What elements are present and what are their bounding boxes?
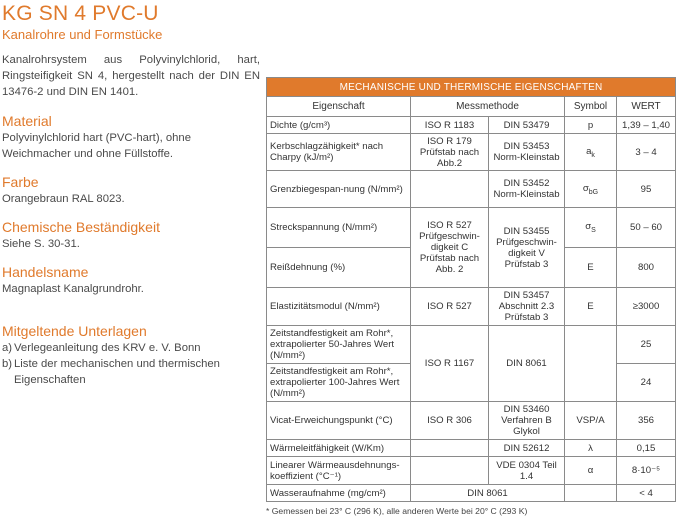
cell-method-din: DIN 52612 [489, 440, 565, 457]
section-heading-unterlagen: Mitgeltende Unterlagen [2, 323, 147, 339]
section-text-chemisch: Siehe S. 30-31. [2, 238, 80, 250]
properties-table-wrapper [266, 77, 675, 516]
cell-method-din: DIN 53460 Verfahren B Glykol [489, 402, 565, 440]
header-property: Eigenschaft [267, 97, 411, 117]
cell-method-iso: ISO R 306 [411, 402, 489, 440]
page-title: KG SN 4 PVC-U [2, 2, 159, 25]
cell-method-iso [411, 457, 489, 485]
left-column [2, 0, 260, 388]
list-text: Liste der mechanischen und thermischen Eigenschaften [14, 358, 220, 386]
table-title: MECHANISCHE UND THERMISCHE EIGENSCHAFTEN [267, 78, 676, 97]
cell-symbol: E [565, 288, 617, 326]
table-row [267, 288, 676, 326]
list-item [2, 356, 260, 388]
cell-value: 800 [617, 248, 676, 288]
cell-symbol: α [565, 457, 617, 485]
symbol-text: σ [582, 182, 589, 194]
cell-symbol [565, 134, 617, 171]
cell-method-iso: ISO R 179 Prüfstab nach Abb.2 [411, 134, 489, 171]
cell-value: 8·10⁻⁵ [617, 457, 676, 485]
cell-symbol [565, 171, 617, 208]
symbol-subscript: S [591, 226, 596, 234]
symbol-subscript: k [591, 151, 595, 159]
section-text-material: Polyvinylchlorid hart (PVC-hart), ohne Weichmacher und ohne Füllstoffe. [2, 132, 191, 160]
cell-value: 0,15 [617, 440, 676, 457]
cell-method-din: VDE 0304 Teil 1.4 [489, 457, 565, 485]
cell-symbol: VSP/A [565, 402, 617, 440]
symbol-text: σ [585, 221, 592, 233]
table-row [267, 457, 676, 485]
header-method: Messmethode [411, 97, 565, 117]
cell-property: Wasseraufnahme (mg/cm²) [267, 485, 411, 502]
section-heading-chemisch: Chemische Beständigkeit [2, 219, 160, 235]
cell-value: 3 – 4 [617, 134, 676, 171]
cell-symbol: λ [565, 440, 617, 457]
intro-text: Kanalrohrsystem aus Polyvinylchlorid, hart, Ringsteifigkeit SN 4, hergestellt nach der DIN EN 13476-2 und DIN EN 1401. [2, 54, 260, 98]
header-value: WERT [617, 97, 676, 117]
cell-symbol [565, 208, 617, 248]
list-item [2, 340, 260, 356]
cell-property: Zeitstandfestigkeit am Rohr*, extrapolierter 100-Jahres Wert (N/mm²) [267, 364, 411, 402]
cell-method-din: DIN 53457 Abschnitt 2.3 Prüfstab 3 [489, 288, 565, 326]
table-footnote: * Gemessen bei 23° C (296 K), alle anderen Werte bei 20° C (293 K) [266, 506, 528, 516]
cell-value: 50 – 60 [617, 208, 676, 248]
table-row [267, 485, 676, 502]
cell-method-din: DIN 53479 [489, 117, 565, 134]
cell-method-din: DIN 53455 Prüfgeschwin-digkeit V Prüfstab 3 [489, 208, 565, 288]
cell-method-iso: ISO R 1183 [411, 117, 489, 134]
cell-method-din: DIN 53452 Norm-Kleinstab [489, 171, 565, 208]
section-text-handelsname: Magnaplast Kanalgrundrohr. [2, 283, 144, 295]
cell-symbol: p [565, 117, 617, 134]
cell-symbol [565, 326, 617, 402]
cell-method-iso [411, 440, 489, 457]
table-row [267, 326, 676, 364]
table-row [267, 171, 676, 208]
section-text-farbe: Orangebraun RAL 8023. [2, 193, 125, 205]
table-row [267, 402, 676, 440]
cell-symbol: E [565, 248, 617, 288]
table-row [267, 440, 676, 457]
cell-value: 1,39 – 1,40 [617, 117, 676, 134]
list-label: a) [2, 342, 13, 354]
symbol-text: a [586, 145, 592, 157]
cell-value: 24 [617, 364, 676, 402]
cell-method-din: DIN 8061 [489, 326, 565, 402]
header-symbol: Symbol [565, 97, 617, 117]
cell-method-iso: ISO R 527 Prüfgeschwin-digkeit C Prüfstab nach Abb. 2 [411, 208, 489, 288]
cell-property: Zeitstandfestigkeit am Rohr*, extrapolierter 50-Jahres Wert (N/mm²) [267, 326, 411, 364]
cell-method-din: DIN 53453 Norm-Kleinstab [489, 134, 565, 171]
cell-property: Wärmeleitfähigkeit (W/Km) [267, 440, 411, 457]
cell-property: Reißdehnung (%) [267, 248, 411, 288]
list-label: b) [2, 358, 13, 370]
section-heading-handelsname: Handelsname [2, 264, 89, 280]
page-subtitle: Kanalrohre und Formstücke [2, 27, 163, 42]
table-row [267, 208, 676, 248]
table-row [267, 134, 676, 171]
section-heading-farbe: Farbe [2, 174, 39, 190]
list-text: Verlegeanleitung des KRV e. V. Bonn [14, 342, 201, 354]
cell-value: 356 [617, 402, 676, 440]
cell-method-iso [411, 171, 489, 208]
properties-table [266, 77, 676, 502]
cell-property: Dichte (g/cm³) [267, 117, 411, 134]
cell-method-iso: ISO R 527 [411, 288, 489, 326]
table-row [267, 117, 676, 134]
section-heading-material: Material [2, 113, 52, 129]
cell-value: < 4 [617, 485, 676, 502]
cell-property: Elastizitätsmodul (N/mm²) [267, 288, 411, 326]
cell-value: ≥3000 [617, 288, 676, 326]
cell-value: 95 [617, 171, 676, 208]
cell-property: Streckspannung (N/mm²) [267, 208, 411, 248]
cell-value: 25 [617, 326, 676, 364]
cell-method-iso: ISO R 1167 [411, 326, 489, 402]
cell-property: Vicat-Erweichungspunkt (°C) [267, 402, 411, 440]
cell-property: Kerbschlagzähigkeit* nach Charpy (kJ/m²) [267, 134, 411, 171]
cell-property: Linearer Wärmeausdehnungs-koeffizient (°C⁻¹) [267, 457, 411, 485]
cell-property: Grenzbiegespan-nung (N/mm²) [267, 171, 411, 208]
cell-symbol [565, 485, 617, 502]
symbol-subscript: bG [588, 188, 599, 196]
cell-method: DIN 8061 [411, 485, 565, 502]
